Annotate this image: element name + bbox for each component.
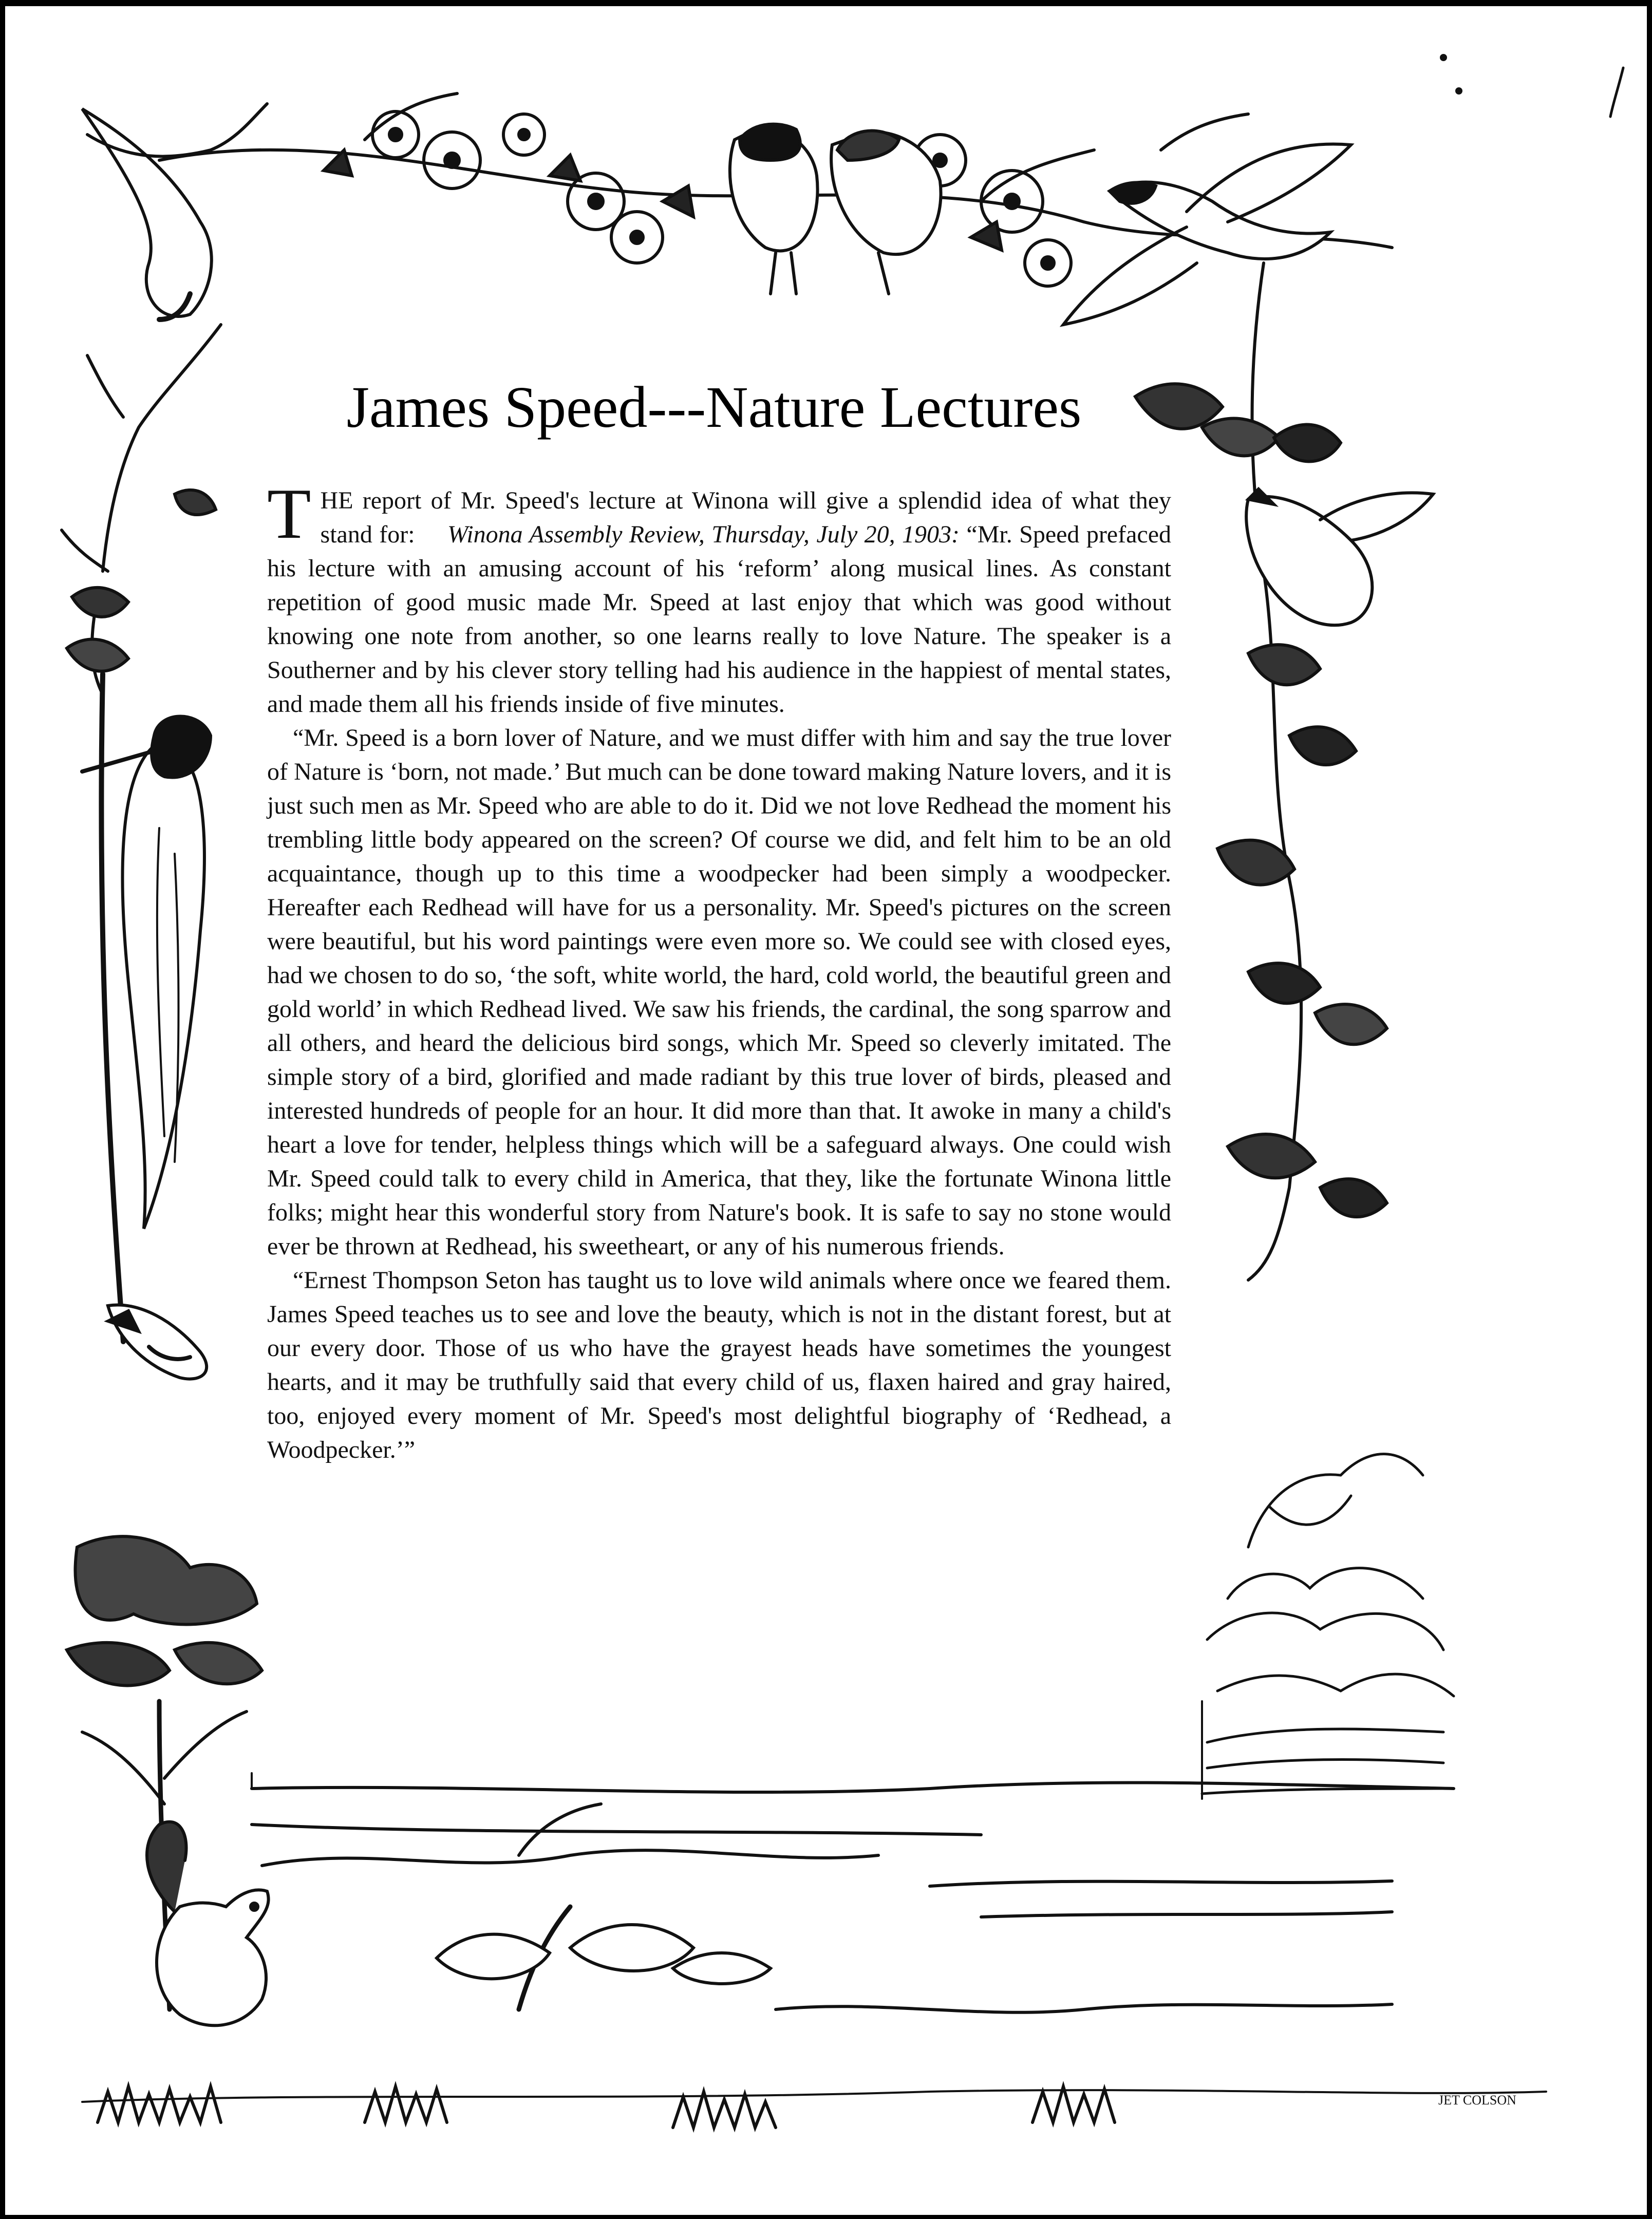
artist-signature: JET COLSON — [1438, 2093, 1516, 2108]
source-citation: Winona Assembly Review, Thursday, July 20, 1903: — [447, 521, 960, 548]
landscape-scene-icon — [82, 1782, 1546, 2128]
drop-cap: T — [267, 474, 311, 554]
paragraph-1: “Mr. Speed prefaced his lecture with an amusing account of his ‘reform’ along musical lines. As constant repetition of good music made Mr. Speed at last enjoy that which was good without knowing one note from another, so one learns really to love Nature. The speaker is a Southerner and by his clever story telling had his audience in the happiest of mental states, and made them all his friends inside of five minutes. — [267, 521, 1172, 718]
perched-bird-right-icon — [1246, 489, 1433, 625]
flying-bird-top-right-icon — [1063, 144, 1351, 325]
intro-paragraph — [267, 474, 1172, 721]
page-title: James Speed---Nature Lectures — [346, 374, 1082, 440]
paragraph-2: “Mr. Speed is a born lover of Nature, and we must differ with him and say the true lover of Nature is ‘born, not made.’ But much can be done toward making Nature lovers, and it is just such men as Mr. Speed who are able to do it. Did we not love Redhead the moment his trembling little body appeared on the screen? Of course we did, and felt him to be an old acquaintance, though up to this time a woodpecker had been simply a woodpecker. Hereafter each Redhead will have for us a personality. Mr. Speed's pictures on the screen were beautiful, but his word paintings were even more so. We could see with closed eyes, had we chosen to do so, ‘the soft, white world, the hard, cold world, the beautiful green and gold world’ in which Redhead lived. We saw his friends, the cardinal, the song sparrow and all others, and heard the delicious bird songs, which Mr. Speed so cleverly imitated. The simple story of a bird, glorified and made radiant by this true lover of birds, pleased and interested hundreds of people for an hour. It did more than that. It awoke in many a child's heart a love for tender, helpless things which will be a safeguard always. One could wish Mr. Speed could talk to every child in America, that they, like the fortunate Winona little folks; might hear this wonderful story from Nature's book. It is safe to say no stone would ever be thrown at Redhead, his sweetheart, or any of his numerous friends. — [267, 724, 1171, 1260]
flying-bird-top-left-icon — [82, 104, 267, 319]
woodpecker-icon — [82, 674, 211, 1342]
left-border-branch-icon — [62, 325, 221, 694]
squirrel-icon — [147, 1822, 269, 2026]
page-sheet — [5, 6, 1647, 2215]
perched-bird-icon — [730, 124, 941, 294]
clouds-icon — [1202, 1454, 1454, 1794]
article-body — [267, 474, 1172, 1467]
intro-text: HE report of Mr. Speed's lecture at Winona will give a splendid idea of what they stand for: — [320, 487, 1171, 548]
paragraph-3: “Ernest Thompson Seton has taught us to love wild animals where once we feared them. James Speed teaches us to see and love the beauty, which is not in the distant forest, but at our every door. Those of us who have the grayest heads have sometimes the youngest hearts, and it may be truthfully said that every child of us, flaxen haired and gray haired, too, enjoyed every moment of Mr. Speed's most delightful biography of ‘Redhead, a Woodpecker.’” — [267, 1267, 1171, 1463]
right-border-branch-icon — [1135, 263, 1387, 1280]
